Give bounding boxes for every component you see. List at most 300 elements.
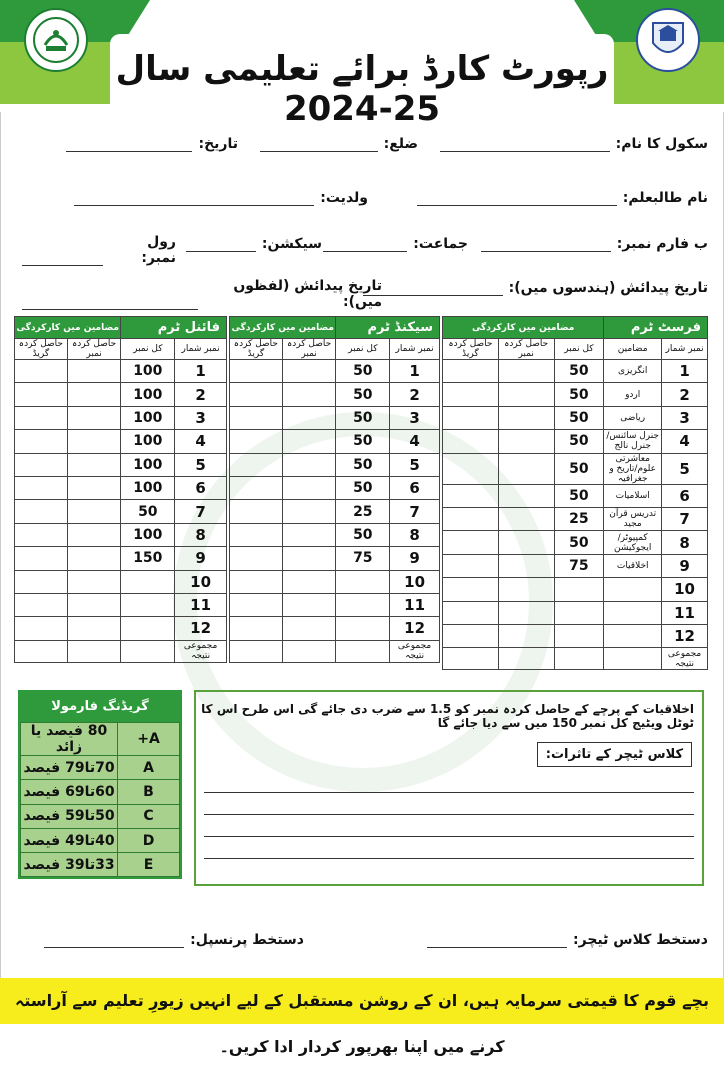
- overall-result-label: مجموعی نتیجہ: [662, 648, 708, 670]
- total-marks-cell: 50: [336, 383, 390, 406]
- subject-cell: ریاضی: [604, 406, 662, 429]
- obtained-grade-cell[interactable]: [443, 554, 499, 577]
- table-row: [15, 547, 227, 570]
- first-term-column-headers: [443, 339, 708, 360]
- first-term-table: [442, 316, 708, 670]
- serial-number-cell: 11: [662, 601, 708, 624]
- subject-cell: [604, 624, 662, 647]
- roll-number-field[interactable]: [16, 234, 176, 266]
- total-marks-cell: 25: [554, 507, 604, 530]
- roll-number-label: رول نمبر:: [141, 234, 176, 266]
- obtained-marks-cell[interactable]: [498, 507, 554, 530]
- grading-formula-title: گریڈنگ فارمولا: [20, 692, 180, 722]
- obtained-marks-cell[interactable]: [498, 484, 554, 507]
- table-row: [443, 601, 708, 624]
- total-marks-cell: 25: [336, 500, 390, 523]
- table-row: [15, 453, 227, 476]
- dob-words-label: تاریخ پیدائش (لفظوں میں):: [233, 278, 382, 310]
- total-marks-cell: 50: [554, 406, 604, 429]
- grading-row: [21, 853, 180, 877]
- overall-result-row: [230, 640, 440, 662]
- subject-cell: تدریس قرآن مجید: [604, 507, 662, 530]
- serial-number-cell: 9: [390, 547, 440, 570]
- overall-result-label: مجموعی نتیجہ: [175, 640, 227, 662]
- table-row: [443, 531, 708, 554]
- serial-number-cell: 3: [175, 406, 227, 429]
- obtained-grade-cell[interactable]: [443, 430, 499, 453]
- remarks-line[interactable]: [204, 836, 694, 837]
- section-label: سیکشن:: [261, 236, 322, 252]
- roll-number-line[interactable]: [22, 248, 103, 266]
- obtained-marks-cell[interactable]: [498, 430, 554, 453]
- principal-signature-field[interactable]: [38, 930, 304, 948]
- obtained-grade-cell[interactable]: [443, 531, 499, 554]
- column-header-grade: حاصل کردہ گریڈ: [230, 339, 283, 360]
- obtained-marks-cell[interactable]: [282, 593, 336, 616]
- date-line[interactable]: [66, 134, 192, 152]
- total-marks-cell: [554, 624, 604, 647]
- percentage-range-cell: 70تا79 فیصد: [21, 756, 118, 780]
- obtained-marks-cell[interactable]: [67, 360, 121, 383]
- page-title: رپورٹ کارڈ برائے تعلیمی سال 25-2024: [115, 49, 609, 129]
- percentage-range-cell: 80 فیصد یا زائد: [21, 723, 118, 756]
- table-row: [15, 500, 227, 523]
- obtained-marks-cell[interactable]: [67, 383, 121, 406]
- obtained-marks-cell[interactable]: [498, 624, 554, 647]
- obtained-grade-cell[interactable]: [230, 406, 283, 429]
- serial-number-cell: 6: [175, 476, 227, 499]
- column-header-obtained: حاصل کردہ نمبر: [67, 339, 121, 360]
- obtained-grade-cell[interactable]: [230, 476, 283, 499]
- subject-cell: اسلامیات: [604, 484, 662, 507]
- obtained-grade-cell[interactable]: [230, 547, 283, 570]
- enrolment-info-row: [16, 234, 708, 264]
- obtained-grade-cell[interactable]: [443, 360, 499, 383]
- second-term-table: [229, 316, 440, 663]
- obtained-grade-cell[interactable]: [443, 601, 499, 624]
- table-row: [230, 383, 440, 406]
- table-row: [230, 500, 440, 523]
- obtained-grade-cell[interactable]: [230, 430, 283, 453]
- overall-result-cell[interactable]: [604, 648, 662, 670]
- b-form-field[interactable]: [475, 234, 708, 252]
- ethics-weightage-note: اخلاقیات کے پرچے کے حاصل کردہ نمبر کو 1.5 سے ضرب دی جائے گی اس طرح اس کا ٹوٹل ویٹیج کل نمبر 150 میں سے دیا جائے گا: [201, 702, 694, 730]
- b-form-label: ب فارم نمبر:: [616, 236, 708, 252]
- table-row: [15, 617, 227, 640]
- table-row: [230, 523, 440, 546]
- obtained-marks-cell[interactable]: [498, 383, 554, 406]
- obtained-marks-cell[interactable]: [67, 476, 121, 499]
- obtained-grade-cell[interactable]: [15, 570, 68, 593]
- obtained-marks-cell[interactable]: [282, 383, 336, 406]
- table-row: [15, 430, 227, 453]
- obtained-marks-cell[interactable]: [67, 523, 121, 546]
- remarks-line[interactable]: [204, 858, 694, 859]
- class-teacher-remarks-label: کلاس ٹیچر کے تاثرات:: [537, 742, 692, 767]
- school-name-line[interactable]: [440, 134, 610, 152]
- table-row: [443, 624, 708, 647]
- principal-signature-line[interactable]: [44, 930, 184, 948]
- column-header-total: کل نمبر: [554, 339, 604, 360]
- serial-number-cell: 11: [390, 593, 440, 616]
- obtained-grade-cell[interactable]: [230, 360, 283, 383]
- total-marks-cell: 50: [554, 453, 604, 484]
- table-row: [443, 430, 708, 453]
- section-line[interactable]: [186, 234, 256, 252]
- obtained-grade-cell[interactable]: [443, 383, 499, 406]
- obtained-grade-cell[interactable]: [15, 430, 68, 453]
- second-term-title: سیکنڈ ٹرم: [336, 317, 440, 339]
- grade-cell: D: [118, 828, 180, 852]
- student-name-field[interactable]: [411, 188, 708, 206]
- percentage-range-cell: 50تا59 فیصد: [21, 804, 118, 828]
- first-term-header: [443, 317, 708, 339]
- class-teacher-signature-label: دستخط کلاس ٹیچر:: [573, 932, 708, 948]
- obtained-marks-cell[interactable]: [498, 360, 554, 383]
- grading-row: [21, 756, 180, 780]
- serial-number-cell: 10: [390, 570, 440, 593]
- overall-result-row: [15, 640, 227, 662]
- school-name-label: سکول کا نام:: [615, 136, 708, 152]
- class-label: جماعت:: [413, 236, 468, 252]
- serial-number-cell: 7: [175, 500, 227, 523]
- table-row: [230, 476, 440, 499]
- table-row: [230, 406, 440, 429]
- table-row: [15, 570, 227, 593]
- serial-number-cell: 5: [175, 453, 227, 476]
- table-row: [443, 406, 708, 429]
- serial-number-cell: 8: [175, 523, 227, 546]
- date-field[interactable]: [60, 134, 238, 152]
- table-row: [230, 593, 440, 616]
- total-marks-cell: 50: [554, 360, 604, 383]
- dob-digits-label: تاریخ پیدائش (ہندسوں میں):: [508, 280, 708, 296]
- serial-number-cell: 1: [662, 360, 708, 383]
- table-row: [15, 383, 227, 406]
- class-line[interactable]: [323, 234, 407, 252]
- obtained-grade-cell[interactable]: [443, 624, 499, 647]
- subject-cell: [604, 601, 662, 624]
- principal-signature-label: دستخط پرنسپل:: [190, 932, 304, 948]
- grade-cell: E: [118, 853, 180, 877]
- obtained-marks-cell[interactable]: [67, 547, 121, 570]
- obtained-grade-cell[interactable]: [443, 507, 499, 530]
- district-line[interactable]: [260, 134, 378, 152]
- serial-number-cell: 4: [175, 430, 227, 453]
- percentage-range-cell: 40تا49 فیصد: [21, 828, 118, 852]
- obtained-grade-cell[interactable]: [443, 406, 499, 429]
- punjab-emblem-icon: [24, 8, 88, 72]
- obtained-grade-cell[interactable]: [15, 453, 68, 476]
- obtained-grade-cell[interactable]: [230, 570, 283, 593]
- second-term-column-headers: [230, 339, 440, 360]
- table-row: [15, 406, 227, 429]
- obtained-marks-cell[interactable]: [67, 593, 121, 616]
- grade-cell: A: [118, 756, 180, 780]
- obtained-marks-cell[interactable]: [498, 578, 554, 601]
- column-header-grade: حاصل کردہ گریڈ: [443, 339, 499, 360]
- school-info-row: [16, 134, 708, 164]
- grading-row: [21, 828, 180, 852]
- serial-number-cell: 2: [390, 383, 440, 406]
- final-term-table: [14, 316, 227, 663]
- grading-row: [21, 804, 180, 828]
- final-term-subtitle: مضامین میں کارکردگی: [15, 317, 121, 339]
- final-term-title: فائنل ٹرم: [121, 317, 227, 339]
- obtained-grade-cell[interactable]: [15, 547, 68, 570]
- table-row: [443, 453, 708, 484]
- class-teacher-signature-line[interactable]: [427, 930, 567, 948]
- serial-number-cell: 7: [662, 507, 708, 530]
- remarks-line[interactable]: [204, 814, 694, 815]
- class-field[interactable]: [317, 234, 468, 252]
- table-row: [443, 578, 708, 601]
- obtained-grade-cell[interactable]: [15, 523, 68, 546]
- column-header-total: کل نمبر: [336, 339, 390, 360]
- serial-number-cell: 12: [390, 617, 440, 640]
- serial-number-cell: 6: [390, 476, 440, 499]
- total-marks-cell: 150: [121, 547, 175, 570]
- grade-cell: A+: [118, 723, 180, 756]
- obtained-marks-cell[interactable]: [282, 453, 336, 476]
- obtained-grade-cell[interactable]: [15, 360, 68, 383]
- column-header-total: کل نمبر: [121, 339, 175, 360]
- obtained-marks-cell[interactable]: [498, 531, 554, 554]
- obtained-grade-cell[interactable]: [230, 453, 283, 476]
- obtained-grade-cell[interactable]: [230, 593, 283, 616]
- serial-number-cell: 9: [175, 547, 227, 570]
- total-marks-cell: [121, 570, 175, 593]
- total-marks-cell: 75: [554, 554, 604, 577]
- table-row: [230, 617, 440, 640]
- table-row: [230, 430, 440, 453]
- obtained-marks-cell[interactable]: [282, 570, 336, 593]
- overall-result-row: [443, 648, 708, 670]
- total-marks-cell: [336, 570, 390, 593]
- subject-cell: اخلاقیات: [604, 554, 662, 577]
- grading-row: [21, 723, 180, 756]
- table-row: [230, 547, 440, 570]
- serial-number-cell: 5: [390, 453, 440, 476]
- obtained-marks-cell[interactable]: [67, 500, 121, 523]
- table-row: [443, 360, 708, 383]
- total-marks-cell: 50: [336, 523, 390, 546]
- grading-formula-table: [18, 690, 182, 879]
- class-teacher-signature-field[interactable]: [421, 930, 708, 948]
- second-term-header: [230, 317, 440, 339]
- serial-number-cell: 8: [390, 523, 440, 546]
- column-header-serial: نمبر شمار: [390, 339, 440, 360]
- first-term-title: فرسٹ ٹرم: [604, 317, 708, 339]
- remarks-line[interactable]: [204, 792, 694, 793]
- table-row: [15, 523, 227, 546]
- obtained-marks-cell[interactable]: [67, 406, 121, 429]
- total-marks-cell: 50: [336, 476, 390, 499]
- second-term-subtitle: مضامین میں کارکردگی: [230, 317, 336, 339]
- obtained-marks-cell[interactable]: [498, 601, 554, 624]
- total-marks-cell: 50: [554, 430, 604, 453]
- overall-result-label: مجموعی نتیجہ: [390, 640, 440, 662]
- serial-number-cell: 2: [175, 383, 227, 406]
- serial-number-cell: 9: [662, 554, 708, 577]
- obtained-grade-cell[interactable]: [15, 476, 68, 499]
- dob-info-row: [16, 278, 708, 308]
- overall-result-cell[interactable]: [336, 640, 390, 662]
- table-row: [230, 453, 440, 476]
- obtained-marks-cell[interactable]: [67, 617, 121, 640]
- total-marks-cell: 100: [121, 453, 175, 476]
- table-row: [230, 570, 440, 593]
- b-form-line[interactable]: [481, 234, 611, 252]
- total-marks-cell: [121, 593, 175, 616]
- father-name-label: ولدیت:: [320, 190, 368, 206]
- overall-result-cell[interactable]: [554, 648, 604, 670]
- total-marks-cell: 50: [554, 531, 604, 554]
- dob-digits-line[interactable]: [363, 278, 503, 296]
- obtained-marks-cell[interactable]: [282, 476, 336, 499]
- serial-number-cell: 3: [662, 406, 708, 429]
- overall-result-cell[interactable]: [121, 640, 175, 662]
- obtained-grade-cell[interactable]: [15, 383, 68, 406]
- total-marks-cell: 50: [554, 484, 604, 507]
- overall-result-cell[interactable]: [230, 640, 283, 662]
- total-marks-cell: 100: [121, 406, 175, 429]
- table-row: [15, 593, 227, 616]
- obtained-marks-cell[interactable]: [282, 430, 336, 453]
- serial-number-cell: 8: [662, 531, 708, 554]
- serial-number-cell: 4: [390, 430, 440, 453]
- district-field[interactable]: [254, 134, 418, 152]
- obtained-marks-cell[interactable]: [282, 500, 336, 523]
- total-marks-cell: 100: [121, 476, 175, 499]
- obtained-marks-cell[interactable]: [498, 406, 554, 429]
- section-field[interactable]: [180, 234, 322, 252]
- total-marks-cell: [336, 593, 390, 616]
- student-name-label: نام طالبعلم:: [622, 190, 708, 206]
- obtained-grade-cell[interactable]: [443, 578, 499, 601]
- overall-result-cell[interactable]: [443, 648, 499, 670]
- obtained-grade-cell[interactable]: [230, 617, 283, 640]
- school-name-field[interactable]: [434, 134, 708, 152]
- first-term-subtitle: مضامین میں کارکردگی: [443, 317, 604, 339]
- column-header-subject: مضامین: [604, 339, 662, 360]
- serial-number-cell: 1: [175, 360, 227, 383]
- column-header-obtained: حاصل کردہ نمبر: [282, 339, 336, 360]
- obtained-marks-cell[interactable]: [67, 430, 121, 453]
- obtained-grade-cell[interactable]: [15, 617, 68, 640]
- overall-result-cell[interactable]: [282, 640, 336, 662]
- subject-cell: [604, 578, 662, 601]
- obtained-grade-cell[interactable]: [443, 484, 499, 507]
- obtained-grade-cell[interactable]: [15, 406, 68, 429]
- obtained-grade-cell[interactable]: [230, 523, 283, 546]
- serial-number-cell: 10: [662, 578, 708, 601]
- serial-number-cell: 3: [390, 406, 440, 429]
- subject-cell: کمپیوٹر/ایجوکیشن: [604, 531, 662, 554]
- dob-words-field[interactable]: [16, 278, 382, 310]
- table-row: [15, 476, 227, 499]
- total-marks-cell: 50: [121, 500, 175, 523]
- total-marks-cell: 50: [336, 406, 390, 429]
- subject-cell: انگریزی: [604, 360, 662, 383]
- serial-number-cell: 10: [175, 570, 227, 593]
- date-label: تاریخ:: [198, 136, 238, 152]
- total-marks-cell: [554, 601, 604, 624]
- obtained-marks-cell[interactable]: [282, 360, 336, 383]
- percentage-range-cell: 60تا69 فیصد: [21, 780, 118, 804]
- obtained-marks-cell[interactable]: [498, 453, 554, 484]
- total-marks-cell: 50: [336, 453, 390, 476]
- overall-result-cell[interactable]: [67, 640, 121, 662]
- obtained-grade-cell[interactable]: [230, 383, 283, 406]
- column-header-serial: نمبر شمار: [662, 339, 708, 360]
- table-row: [443, 554, 708, 577]
- table-row: [443, 383, 708, 406]
- obtained-marks-cell[interactable]: [282, 523, 336, 546]
- serial-number-cell: 7: [390, 500, 440, 523]
- remarks-box: [194, 690, 704, 886]
- total-marks-cell: 50: [336, 360, 390, 383]
- total-marks-cell: 50: [554, 383, 604, 406]
- obtained-grade-cell[interactable]: [15, 593, 68, 616]
- serial-number-cell: 4: [662, 430, 708, 453]
- father-name-field[interactable]: [68, 188, 368, 206]
- district-label: ضلع:: [383, 136, 418, 152]
- school-crest-icon: [636, 8, 700, 72]
- column-header-grade: حاصل کردہ گریڈ: [15, 339, 68, 360]
- obtained-grade-cell[interactable]: [15, 500, 68, 523]
- obtained-marks-cell[interactable]: [282, 547, 336, 570]
- obtained-marks-cell[interactable]: [282, 617, 336, 640]
- obtained-marks-cell[interactable]: [282, 406, 336, 429]
- subject-cell: جنرل سائنس/جنرل نالج: [604, 430, 662, 453]
- father-name-line[interactable]: [74, 188, 314, 206]
- serial-number-cell: 5: [662, 453, 708, 484]
- obtained-grade-cell[interactable]: [443, 453, 499, 484]
- total-marks-cell: [121, 617, 175, 640]
- table-row: [15, 360, 227, 383]
- total-marks-cell: 100: [121, 430, 175, 453]
- total-marks-cell: 100: [121, 383, 175, 406]
- final-term-header: [15, 317, 227, 339]
- table-row: [443, 484, 708, 507]
- serial-number-cell: 11: [175, 593, 227, 616]
- footer-banner: بچے قوم کا قیمتی سرمایہ ہیں، ان کے روشن مستقبل کے لیے انہیں زیورِ تعلیم سے آراستہ کرنے میں اپنا بھرپور کردار ادا کریں۔: [0, 978, 724, 1024]
- dob-words-line[interactable]: [22, 292, 198, 310]
- final-term-column-headers: [15, 339, 227, 360]
- serial-number-cell: 12: [175, 617, 227, 640]
- table-row: [230, 360, 440, 383]
- grading-rows: [20, 722, 180, 877]
- signature-row: [0, 930, 724, 960]
- overall-result-cell[interactable]: [498, 648, 554, 670]
- total-marks-cell: [336, 617, 390, 640]
- total-marks-cell: 50: [336, 430, 390, 453]
- obtained-marks-cell[interactable]: [498, 554, 554, 577]
- student-name-line[interactable]: [417, 188, 617, 206]
- obtained-marks-cell[interactable]: [67, 453, 121, 476]
- grade-cell: C: [118, 804, 180, 828]
- grade-cell: B: [118, 780, 180, 804]
- dob-digits-field[interactable]: [357, 278, 708, 296]
- obtained-grade-cell[interactable]: [230, 500, 283, 523]
- table-row: [443, 507, 708, 530]
- overall-result-cell[interactable]: [15, 640, 68, 662]
- page-header: [0, 0, 724, 129]
- obtained-marks-cell[interactable]: [67, 570, 121, 593]
- percentage-range-cell: 33تا39 فیصد: [21, 853, 118, 877]
- grading-row: [21, 780, 180, 804]
